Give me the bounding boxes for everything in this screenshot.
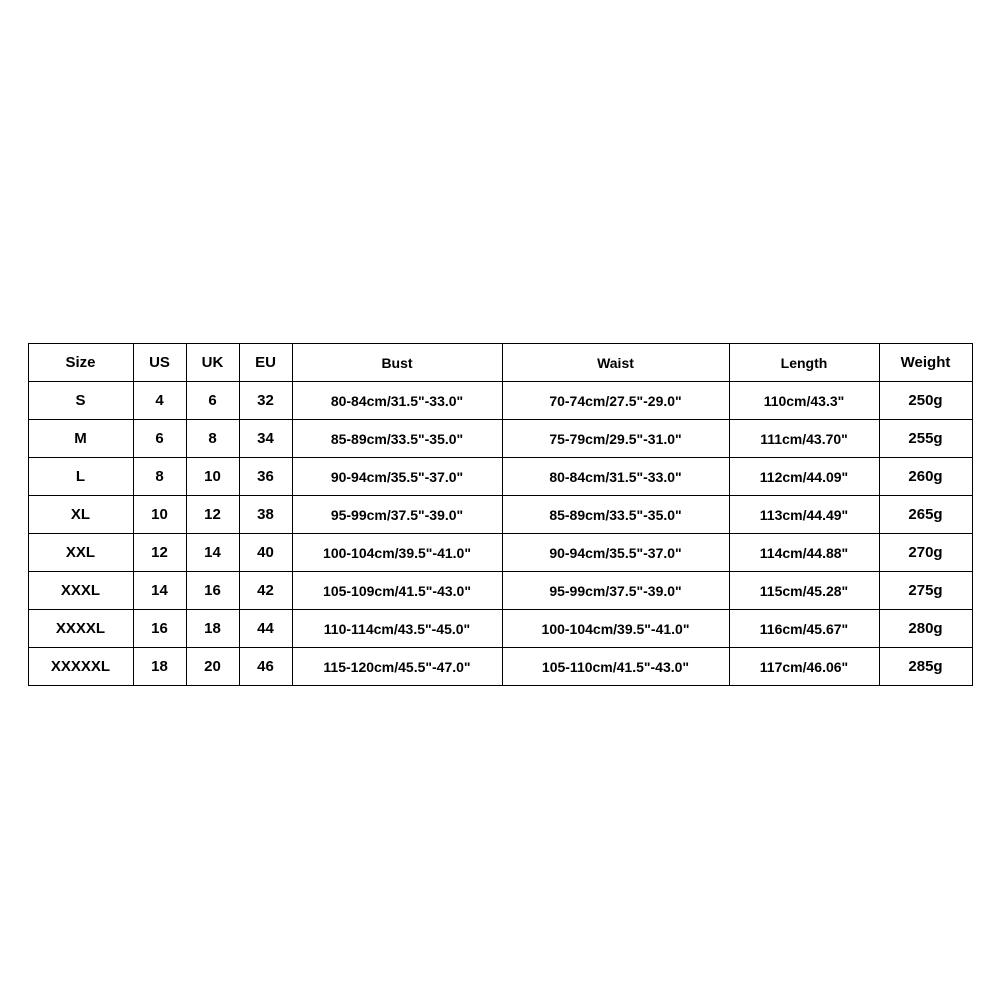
cell-uk: 20 [186, 648, 239, 686]
header-eu: EU [239, 344, 292, 382]
table-row [28, 572, 972, 610]
size-chart-container [10, 343, 990, 686]
cell-size: XXXXXL [28, 648, 133, 686]
cell-uk: 10 [186, 458, 239, 496]
header-bust: Bust [292, 344, 502, 382]
cell-eu: 38 [239, 496, 292, 534]
table-row [28, 648, 972, 686]
cell-size: M [28, 420, 133, 458]
cell-us: 4 [133, 382, 186, 420]
table-row [28, 496, 972, 534]
cell-bust: 110-114cm/43.5"-45.0" [292, 610, 502, 648]
cell-uk: 16 [186, 572, 239, 610]
table-row [28, 458, 972, 496]
cell-weight: 270g [879, 534, 972, 572]
cell-waist: 105-110cm/41.5"-43.0" [502, 648, 729, 686]
cell-us: 6 [133, 420, 186, 458]
cell-eu: 44 [239, 610, 292, 648]
cell-us: 10 [133, 496, 186, 534]
cell-waist: 100-104cm/39.5"-41.0" [502, 610, 729, 648]
cell-us: 18 [133, 648, 186, 686]
cell-waist: 75-79cm/29.5"-31.0" [502, 420, 729, 458]
cell-size: XXXL [28, 572, 133, 610]
cell-length: 113cm/44.49" [729, 496, 879, 534]
cell-length: 116cm/45.67" [729, 610, 879, 648]
cell-weight: 265g [879, 496, 972, 534]
header-uk: UK [186, 344, 239, 382]
cell-bust: 80-84cm/31.5"-33.0" [292, 382, 502, 420]
cell-bust: 100-104cm/39.5"-41.0" [292, 534, 502, 572]
cell-uk: 8 [186, 420, 239, 458]
cell-size: S [28, 382, 133, 420]
cell-size: XXXXL [28, 610, 133, 648]
cell-us: 14 [133, 572, 186, 610]
table-row [28, 610, 972, 648]
table-header-row [28, 344, 972, 382]
cell-weight: 260g [879, 458, 972, 496]
cell-bust: 105-109cm/41.5"-43.0" [292, 572, 502, 610]
table-row [28, 534, 972, 572]
cell-length: 115cm/45.28" [729, 572, 879, 610]
header-waist: Waist [502, 344, 729, 382]
cell-waist: 95-99cm/37.5"-39.0" [502, 572, 729, 610]
cell-uk: 18 [186, 610, 239, 648]
cell-bust: 95-99cm/37.5"-39.0" [292, 496, 502, 534]
cell-uk: 14 [186, 534, 239, 572]
cell-weight: 275g [879, 572, 972, 610]
cell-eu: 46 [239, 648, 292, 686]
cell-waist: 70-74cm/27.5"-29.0" [502, 382, 729, 420]
table-row [28, 420, 972, 458]
cell-us: 12 [133, 534, 186, 572]
cell-length: 111cm/43.70" [729, 420, 879, 458]
cell-size: L [28, 458, 133, 496]
header-us: US [133, 344, 186, 382]
cell-weight: 280g [879, 610, 972, 648]
cell-waist: 85-89cm/33.5"-35.0" [502, 496, 729, 534]
cell-weight: 255g [879, 420, 972, 458]
header-weight: Weight [879, 344, 972, 382]
cell-size: XXL [28, 534, 133, 572]
cell-eu: 34 [239, 420, 292, 458]
cell-waist: 90-94cm/35.5"-37.0" [502, 534, 729, 572]
cell-length: 117cm/46.06" [729, 648, 879, 686]
cell-length: 114cm/44.88" [729, 534, 879, 572]
cell-uk: 12 [186, 496, 239, 534]
cell-bust: 90-94cm/35.5"-37.0" [292, 458, 502, 496]
table-header [28, 344, 972, 382]
cell-eu: 42 [239, 572, 292, 610]
cell-eu: 36 [239, 458, 292, 496]
cell-bust: 115-120cm/45.5"-47.0" [292, 648, 502, 686]
size-chart-table [28, 343, 973, 686]
cell-uk: 6 [186, 382, 239, 420]
cell-eu: 40 [239, 534, 292, 572]
header-length: Length [729, 344, 879, 382]
cell-length: 110cm/43.3" [729, 382, 879, 420]
cell-bust: 85-89cm/33.5"-35.0" [292, 420, 502, 458]
header-size: Size [28, 344, 133, 382]
cell-us: 16 [133, 610, 186, 648]
cell-us: 8 [133, 458, 186, 496]
cell-eu: 32 [239, 382, 292, 420]
cell-weight: 250g [879, 382, 972, 420]
table-body [28, 382, 972, 686]
cell-length: 112cm/44.09" [729, 458, 879, 496]
cell-size: XL [28, 496, 133, 534]
table-row [28, 382, 972, 420]
cell-waist: 80-84cm/31.5"-33.0" [502, 458, 729, 496]
cell-weight: 285g [879, 648, 972, 686]
